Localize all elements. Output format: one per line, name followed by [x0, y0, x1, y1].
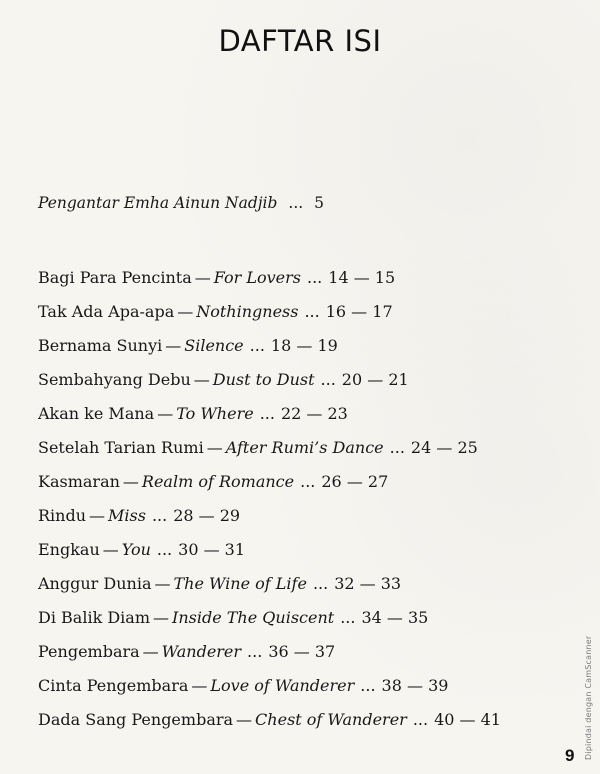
- page-title: DAFTAR ISI: [218, 24, 382, 58]
- toc-entry: [38, 366, 578, 400]
- entry-pages: 28 — 29: [173, 506, 241, 525]
- entry-dash: —: [122, 472, 139, 491]
- entry-dots: ...: [300, 472, 316, 491]
- toc-entry: [38, 536, 578, 570]
- toc-entry: [38, 298, 578, 332]
- entry-translation: Chest of Wanderer: [255, 710, 407, 729]
- entry-dash: —: [194, 268, 211, 287]
- entry-pages: 20 — 21: [341, 370, 409, 389]
- entry-title: Akan ke Mana: [38, 404, 155, 423]
- entry-title: Di Balik Diam: [38, 608, 150, 627]
- entry-translation: After Rumi’s Dance: [225, 438, 384, 457]
- entry-title: Rindu: [38, 506, 87, 525]
- entry-title: Pengembara: [38, 642, 140, 661]
- entry-title: Cinta Pengembara: [38, 676, 189, 695]
- entry-dots: ...: [307, 268, 323, 287]
- entry-title: Bagi Para Pencinta: [38, 268, 192, 287]
- entry-pages: 16 — 17: [325, 302, 393, 321]
- entry-dots: ...: [320, 370, 336, 389]
- entry-translation: Realm of Romance: [141, 472, 295, 491]
- entry-pages: 22 — 23: [280, 404, 348, 423]
- entry-dots: ...: [304, 302, 320, 321]
- entry-pages: 34 — 35: [361, 608, 429, 627]
- page-number: 9: [565, 746, 575, 765]
- entry-dash: —: [206, 438, 223, 457]
- entry-dots: ...: [389, 438, 405, 457]
- entry-translation: Silence: [184, 336, 244, 355]
- entry-translation: Dust to Dust: [212, 370, 315, 389]
- entry-title: Engkau: [38, 540, 100, 559]
- toc-entry: [38, 434, 578, 468]
- entry-dash: —: [154, 574, 171, 593]
- scanner-watermark: Dipindai dengan CamScanner: [584, 635, 593, 760]
- entry-pages: 30 — 31: [178, 540, 246, 559]
- entry-dots: ...: [249, 336, 265, 355]
- intro-label: Pengantar Emha Ainun Nadjib: [38, 194, 278, 212]
- entry-pages: 32 — 33: [334, 574, 402, 593]
- entry-dots: ...: [247, 642, 263, 661]
- entry-dash: —: [89, 506, 106, 525]
- entry-dash: —: [165, 336, 182, 355]
- intro-page: 5: [314, 194, 324, 212]
- entry-dash: —: [193, 370, 210, 389]
- entry-title: Sembahyang Debu: [38, 370, 191, 389]
- entry-title: Bernama Sunyi: [38, 336, 163, 355]
- toc-entry: [38, 604, 578, 638]
- intro-entry: [38, 194, 324, 212]
- entry-translation: To Where: [176, 404, 254, 423]
- entry-dots: ...: [259, 404, 275, 423]
- entry-dash: —: [157, 404, 174, 423]
- toc-entry: [38, 400, 578, 434]
- entry-translation: Wanderer: [161, 642, 242, 661]
- entry-translation: The Wine of Life: [173, 574, 307, 593]
- toc-entry: [38, 638, 578, 672]
- entry-pages: 38 — 39: [381, 676, 449, 695]
- entry-dots: ...: [312, 574, 329, 593]
- entry-title: Tak Ada Apa-apa: [38, 302, 175, 321]
- entry-title: Setelah Tarian Rumi: [38, 438, 204, 457]
- entry-dots: ...: [151, 506, 168, 525]
- toc-entry: [38, 264, 578, 298]
- entry-title: Kasmaran: [38, 472, 120, 491]
- entry-translation: Love of Wanderer: [210, 676, 355, 695]
- entry-dash: —: [142, 642, 159, 661]
- entry-dash: —: [102, 540, 119, 559]
- entry-dots: ...: [340, 608, 356, 627]
- entry-translation: Nothingness: [196, 302, 299, 321]
- entry-dash: —: [191, 676, 208, 695]
- toc-entry: [38, 672, 578, 706]
- entry-translation: For Lovers: [213, 268, 301, 287]
- entry-translation: Miss: [108, 506, 146, 525]
- entry-translation: You: [121, 540, 151, 559]
- entry-dots: ...: [360, 676, 376, 695]
- entry-pages: 18 — 19: [270, 336, 338, 355]
- entry-translation: Inside The Quiscent: [172, 608, 335, 627]
- entry-pages: 26 — 27: [321, 472, 389, 491]
- entry-dots: ...: [156, 540, 173, 559]
- entry-pages: 40 — 41: [434, 710, 501, 729]
- toc-entry: [38, 468, 578, 502]
- toc-entry: [38, 706, 578, 740]
- toc-entry: [38, 570, 578, 604]
- entry-dots: ...: [412, 710, 429, 729]
- entry-pages: 24 — 25: [410, 438, 478, 457]
- entry-title: Anggur Dunia: [38, 574, 152, 593]
- entry-dash: —: [153, 608, 169, 627]
- toc-entry: [38, 502, 578, 536]
- entry-title: Dada Sang Pengembara: [38, 710, 234, 729]
- entry-pages: 14 — 15: [328, 268, 396, 287]
- entry-dash: —: [236, 710, 253, 729]
- entry-pages: 36 — 37: [268, 642, 336, 661]
- entry-dash: —: [177, 302, 194, 321]
- toc-list: [38, 264, 578, 740]
- intro-dots: ...: [288, 194, 304, 212]
- toc-entry: [38, 332, 578, 366]
